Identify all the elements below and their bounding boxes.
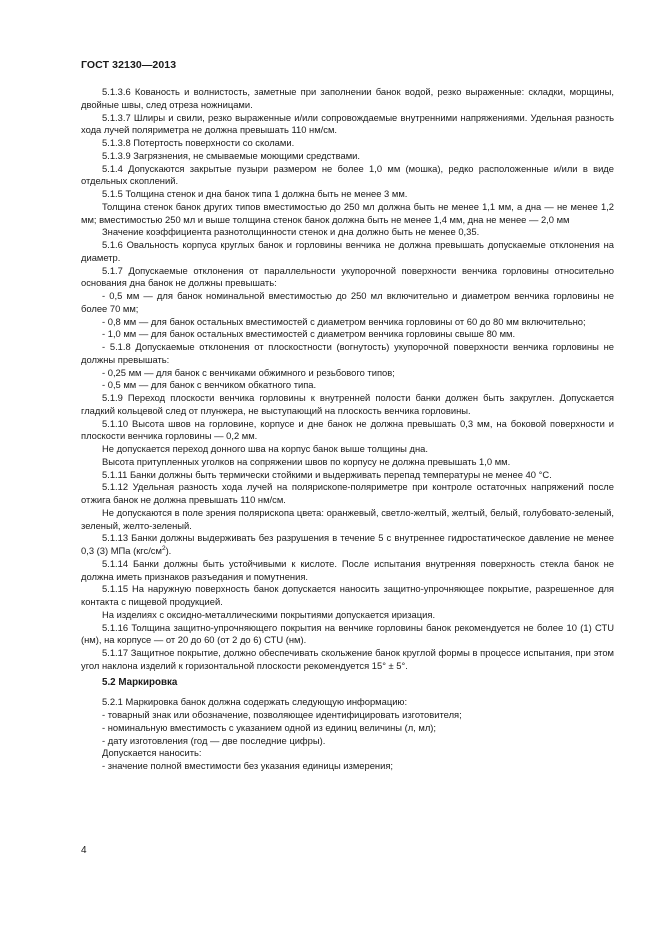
paragraph: 5.1.11 Банки должны быть термически стойкими и выдерживать перепад температуры не менее 40 °С.	[102, 468, 552, 480]
paragraph: 5.1.7 Допускаемые отклонения от параллельности укупорочной поверхности венчика горловины относительно основания дна банок не должны превышать:	[81, 264, 614, 289]
list-item: - 1,0 мм — для банок остальных вместимостей с диаметром венчика горловины свыше 80 мм.	[102, 328, 516, 340]
list-item: - значение полной вместимости без указания единицы измерения;	[102, 760, 394, 771]
section-heading: 5.2 Маркировка	[102, 676, 178, 688]
list-item: - 0,8 мм — для банок остальных вместимостей с диаметром венчика горловины от 60 до 80 мм включительно;	[102, 315, 586, 327]
paragraph: 5.1.4 Допускаются закрытые пузыри размером не более 1,0 мм (мошка), редко расположенные и/или в виде отдельных скоплений.	[81, 162, 614, 187]
list-item: - товарный знак или обозначение, позволяющее идентифицировать изготовителя;	[102, 709, 462, 720]
paragraph: 5.1.12 Удельная разность хода лучей на полярископе-поляриметре при контроле остаточных напряжений после отжига банок не должна превышать 110 нм/см.	[81, 481, 614, 505]
paragraph: Толщина стенок банок других типов вместимостью до 250 мл должна быть не менее 1,1 мм, а дна — не менее 1,2 мм; вместимостью 250 мл и выше толщина стенок банок должна быть не менее 1,4 мм, дна не менее — 2,0 мм	[81, 200, 614, 225]
list-item: - 0,5 мм — для банок с венчиком обкатного типа.	[102, 379, 317, 391]
paragraph: 5.1.3.7 Шлиры и свили, резко выраженные и/или сопровождаемые внутренними напряжениями. Удельная разность хода лучей поляриметра не должна превышать 110 нм/см.	[81, 111, 614, 136]
paragraph: Допускается наносить:	[102, 747, 202, 759]
paragraph: 5.1.15 На наружную поверхность банок допускается наносить защитно-упрочняющее покрытие, разрешенное для контакта с пищевой продукцией.	[81, 583, 614, 607]
paragraph: 5.1.10 Высота швов на горловине, корпусе и дне банок не должна превышать 0,3 мм, на боковой поверхности и плоскости венчика горловины — 0,2 мм.	[81, 417, 614, 442]
paragraph: 5.1.3.6 Кованость и волнистость, заметные при заполнении банок водой, резко выраженные: складки, морщины, двойные швы, след отреза ножницами.	[81, 86, 614, 110]
paragraph: 5.1.17 Защитное покрытие, должно обеспечивать скольжение банок круглой формы в процессе испытания, при этом угол наклона изделий к горизонтальной плоскости рекомендуется 15° ± 5°.	[81, 647, 614, 671]
list-item: - 0,25 мм — для банок с венчиками обжимного и резьбового типов;	[102, 366, 395, 378]
list-item: - 0,5 мм — для банок номинальной вместимостью до 250 мл включительно и диаметром венчика горловины не более 70 мм;	[81, 290, 614, 314]
paragraph: 5.1.6 Овальность корпуса круглых банок и горловины венчика не должна превышать допускаемые отклонения на диаметр.	[81, 239, 614, 263]
paragraph-text: 5.1.13 Банки должны выдерживать без разрушения в течение 5 с внутреннее гидростатическое давление не менее 0,3 (3) МПа (кгс/см	[81, 532, 614, 556]
paragraph: Высота притупленных уголков на сопряжении швов по корпусу не должна превышать 1,0 мм.	[102, 455, 511, 467]
document-header: ГОСТ 32130—2013	[81, 59, 177, 71]
paragraph: 5.1.16 Толщина защитно-упрочняющего покрытия на венчике горловины банок рекомендуется не более 10 (1) СТU (нм), на корпусе — от 20 до 60 (от 2 до 6) СТU (нм).	[81, 621, 614, 646]
paragraph-5-1-13	[81, 532, 614, 558]
paragraph: 5.1.3.8 Потертость поверхности со сколами.	[102, 137, 295, 148]
paragraph: 5.2.1 Маркировка банок должна содержать следующую информацию:	[102, 696, 408, 708]
document-body	[81, 86, 614, 773]
paragraph: 5.1.14 Банки должны быть устойчивыми к кислоте. После испытания внутренняя поверхность стекла банок не должна иметь признаков разъедания и помутнения.	[81, 557, 614, 582]
page-number: 4	[81, 845, 87, 856]
list-item: - 5.1.8 Допускаемые отклонения от плоскостности (вогнутость) укупорочной поверхности венчика горловины не должны превышать:	[81, 341, 614, 365]
superscript: 2	[161, 544, 166, 552]
paragraph-text: ).	[165, 545, 172, 556]
paragraph: Значение коэффициента разнотолщинности стенок и дна должно быть не менее 0,35.	[102, 226, 480, 238]
paragraph: 5.1.9 Переход плоскости венчика горловины к внутренней полости банки должен быть закруглен. Допускается гладкий кольцевой след от плунжера, не выступающий на плоскость венчика горловины.	[81, 392, 614, 416]
paragraph: 5.1.5 Толщина стенок и дна банок типа 1 должна быть не менее 3 мм.	[102, 188, 408, 199]
paragraph: Не допускается переход донного шва на корпус банок выше толщины дна.	[102, 443, 428, 454]
paragraph: 5.1.3.9 Загрязнения, не смываемые моющими средствами.	[102, 149, 360, 161]
paragraph: Не допускаются в поле зрения полярископа цвета: оранжевый, светло-желтый, желтый, белый, голубовато-зеленый, зеленый, желто-зеленый.	[81, 506, 614, 531]
list-item: - дату изготовления (год — две последние цифры).	[102, 734, 326, 746]
list-item: - номинальную вместимость с указанием одной из единиц величины (л, мл);	[102, 721, 437, 733]
paragraph: На изделиях с оксидно-металлическими покрытиями допускается иризация.	[102, 608, 436, 620]
